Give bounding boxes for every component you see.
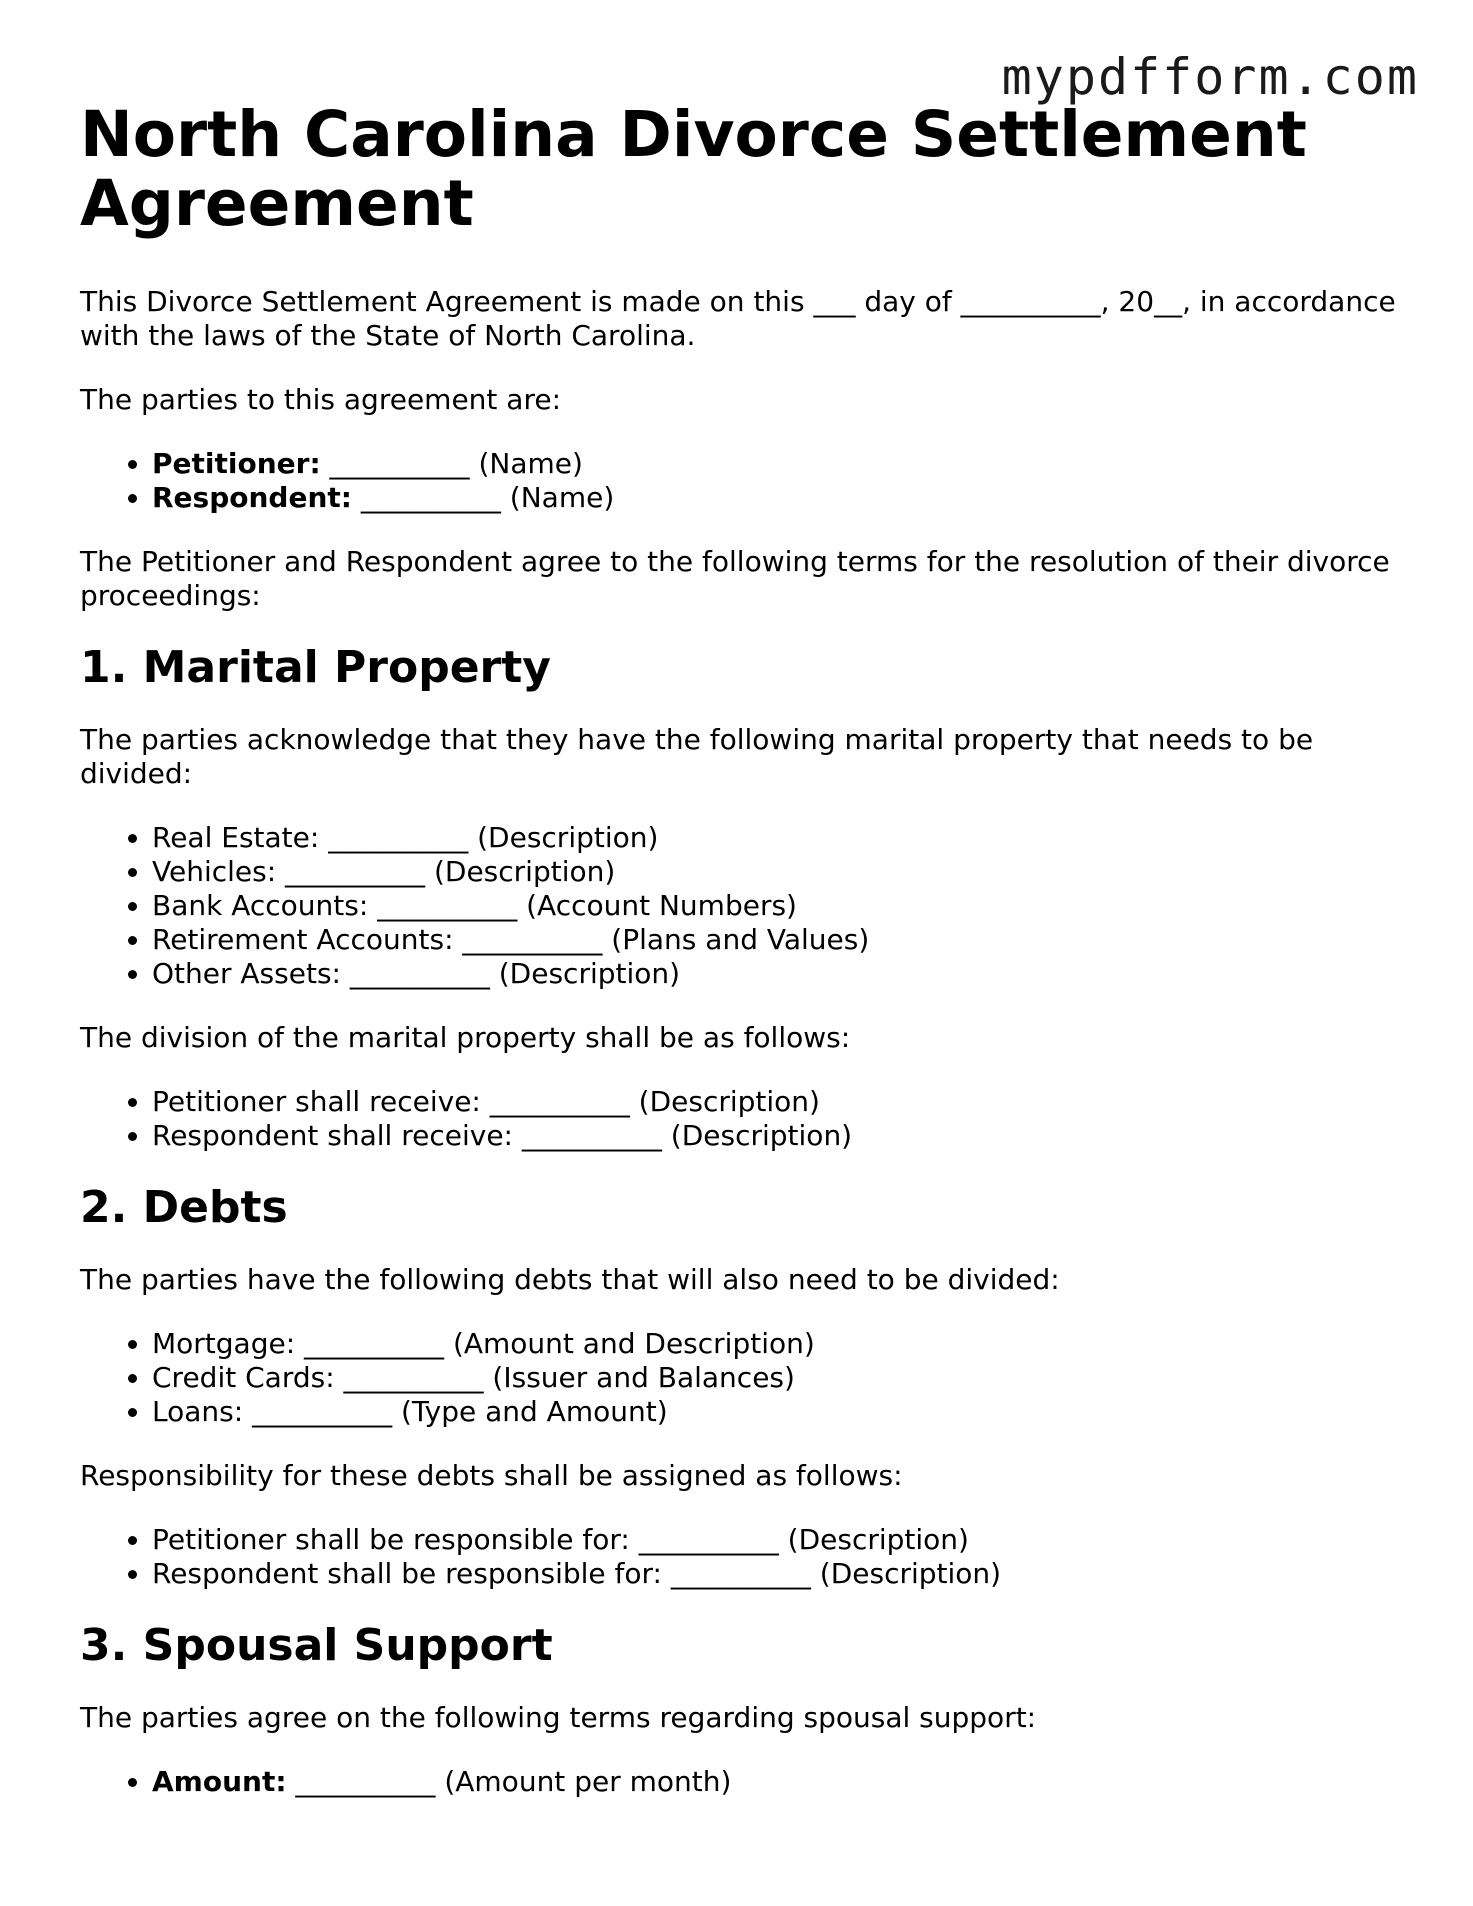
document-page <box>80 100 1400 1799</box>
marital-property-intro: The parties acknowledge that they have the following marital property that needs to be divided: <box>80 723 1314 790</box>
parties-intro: The parties to this agreement are: <box>80 383 562 416</box>
list-item: • Petitioner shall receive: __________ (Description) <box>152 1085 1400 1119</box>
amount-label: Amount: <box>152 1765 287 1798</box>
list-item: • Petitioner shall be responsible for: __________ (Description) <box>152 1523 1400 1557</box>
list-item: • Vehicles: __________ (Description) <box>152 855 1400 889</box>
debts-list <box>80 1327 1400 1429</box>
agree-paragraph: The Petitioner and Respondent agree to the following terms for the resolution of their divorce proceedings: <box>80 545 1390 612</box>
list-item <box>152 481 1400 515</box>
list-item: • Mortgage: __________ (Amount and Description) <box>152 1327 1400 1361</box>
list-item <box>152 447 1400 481</box>
list-item: • Credit Cards: __________ (Issuer and Balances) <box>152 1361 1400 1395</box>
list-item: • Loans: __________ (Type and Amount) <box>152 1395 1400 1429</box>
petitioner-text: __________ (Name) <box>320 447 583 480</box>
list-item: • Bank Accounts: __________ (Account Numbers) <box>152 889 1400 923</box>
parties-list <box>80 447 1400 515</box>
respondent-text: __________ (Name) <box>351 481 615 514</box>
list-item: • Real Estate: __________ (Description) <box>152 821 1400 855</box>
petitioner-label: Petitioner: <box>152 447 321 480</box>
spousal-support-intro: The parties agree on the following terms regarding spousal support: <box>80 1701 1037 1734</box>
responsibility-intro: Responsibility for these debts shall be assigned as follows: <box>80 1459 903 1492</box>
spousal-support-list <box>80 1765 1400 1799</box>
debts-intro: The parties have the following debts that will also need to be divided: <box>80 1263 1060 1296</box>
list-item: • Other Assets: __________ (Description) <box>152 957 1400 991</box>
division-intro: The division of the marital property shall be as follows: <box>80 1021 851 1054</box>
list-item <box>152 1765 1400 1799</box>
responsibility-list <box>80 1523 1400 1591</box>
document-title: North Carolina Divorce Settlement Agreement <box>80 98 1307 240</box>
list-item: • Respondent shall be responsible for: __________ (Description) <box>152 1557 1400 1591</box>
intro-paragraph: This Divorce Settlement Agreement is made on this ___ day of __________, 20__, in accordance with the laws of the State of North Carolina. <box>80 285 1396 352</box>
amount-text: __________ (Amount per month) <box>286 1765 732 1798</box>
respondent-label: Respondent: <box>152 481 352 514</box>
list-item: • Respondent shall receive: __________ (Description) <box>152 1119 1400 1153</box>
marital-property-list <box>80 821 1400 991</box>
section-heading-spousal-support: 3. Spousal Support <box>80 1620 553 1671</box>
section-heading-debts: 2. Debts <box>80 1182 288 1233</box>
list-item: • Retirement Accounts: __________ (Plans and Values) <box>152 923 1400 957</box>
watermark: mypdfform.com <box>1001 48 1419 106</box>
section-heading-marital-property: 1. Marital Property <box>80 642 551 693</box>
division-list <box>80 1085 1400 1153</box>
